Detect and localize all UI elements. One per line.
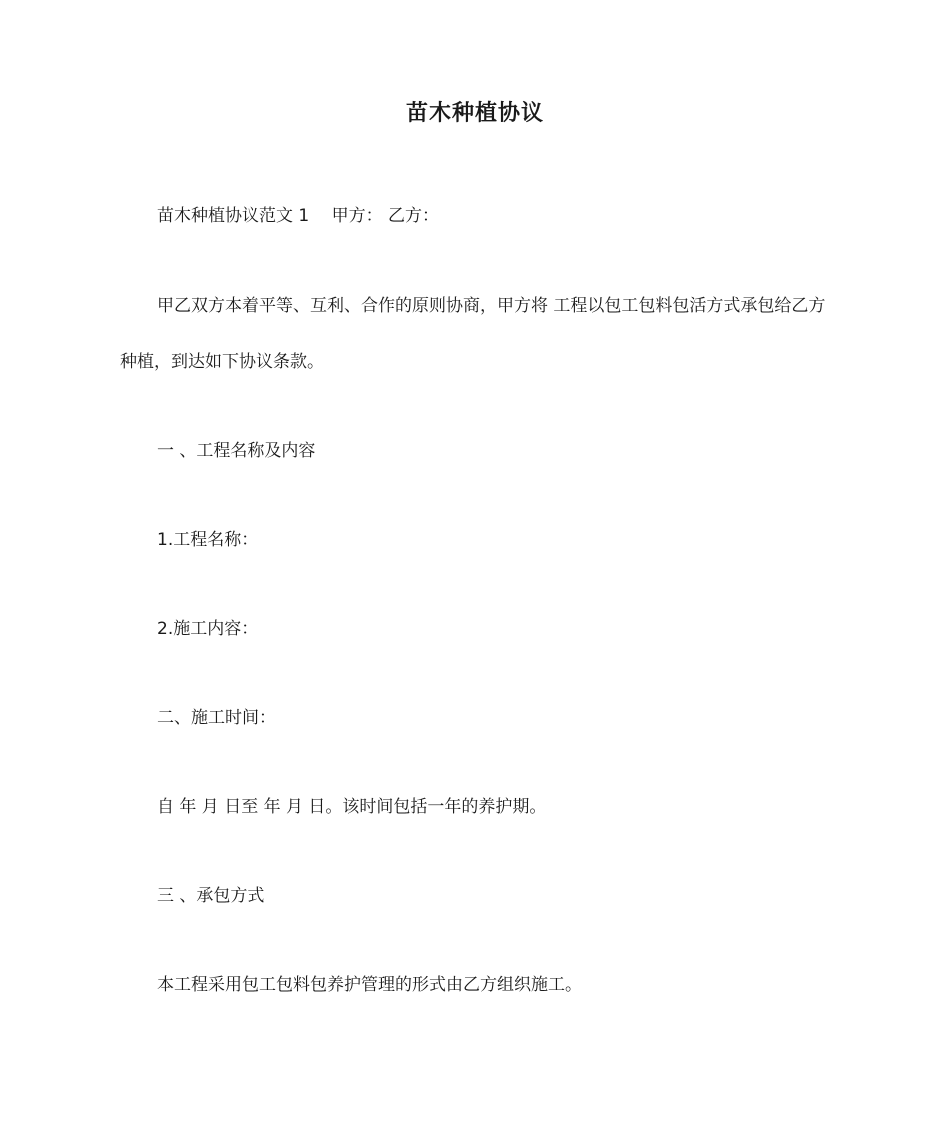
section-heading-project: 一 、工程名称及内容 <box>157 441 316 461</box>
section-heading-time: 二、施工时间： <box>157 708 276 728</box>
document-title: 苗木种植协议 <box>405 101 544 126</box>
paragraph-project-name: 1.工程名称： <box>157 530 259 550</box>
paragraph-intro: 苗木种植协议范文 1 甲方： 乙方： <box>157 206 440 226</box>
paragraph-time-period: 自 年 月 日至 年 月 日。该时间包括一年的养护期。 <box>157 797 547 817</box>
section-heading-contract-method: 三 、承包方式 <box>157 886 265 906</box>
paragraph-contract-method: 本工程采用包工包料包养护管理的形式由乙方组织施工。 <box>157 975 582 995</box>
paragraph-construction-content: 2.施工内容： <box>157 619 259 639</box>
paragraph-principle: 甲乙双方本着平等、互利、合作的原则协商，甲方将 工程以包工包料包活方式承包给乙方种植，到达如下协议条款。 <box>120 296 826 372</box>
